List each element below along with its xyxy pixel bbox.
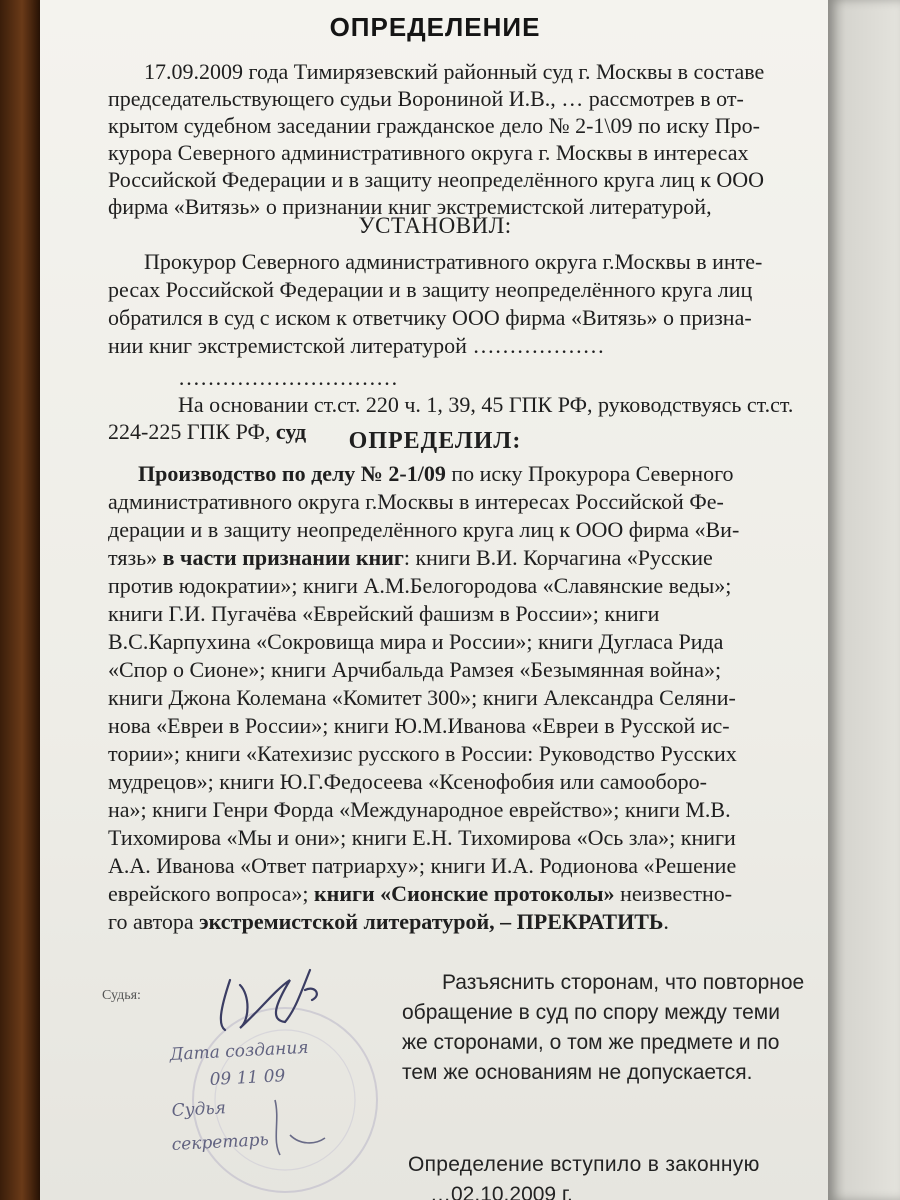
decided-line bbox=[108, 544, 713, 571]
desk-background bbox=[0, 0, 40, 1200]
decided-text: тязь» bbox=[108, 545, 158, 570]
decided-line: В.С.Карпухина «Сокровища мира и России»; книги Дугласа Рида bbox=[108, 629, 724, 654]
handwritten-note: 09 11 09 bbox=[209, 1066, 286, 1090]
decided-line: тории»; книги «Катехизис русского в России: Руководство Русских bbox=[108, 741, 737, 766]
intro-line: крытом судебном заседании гражданское дело № 2-1\09 по иску Про- bbox=[108, 113, 760, 138]
decided-line: против юдократии»; книги А.М.Белогородова «Славянские веды»; bbox=[108, 573, 732, 598]
decided-line: «Спор о Сионе»; книги Арчибальда Рамзея «Безымянная война»; bbox=[108, 657, 722, 682]
judge-signature-icon bbox=[221, 970, 317, 1030]
established-heading bbox=[40, 212, 830, 239]
established-line: На основании ст.ст. 220 ч. 1, 39, 45 ГПК РФ, руководствуясь ст.ст. bbox=[178, 392, 794, 417]
page-title: ОПРЕДЕЛЕНИЕ bbox=[329, 12, 541, 42]
explanation-line: тем же основаниям не допускается. bbox=[402, 1061, 753, 1084]
decided-heading bbox=[40, 428, 830, 455]
decided-text: го автора bbox=[108, 909, 194, 934]
established-line: Прокурор Северного административного округа г.Москвы в инте- bbox=[144, 249, 763, 274]
protocols-bold: книги «Сионские протоколы» bbox=[308, 881, 615, 906]
force-block bbox=[408, 1150, 788, 1200]
established-line: нии книг экстремистской литературой ……………… bbox=[108, 333, 605, 358]
decided-line: А.А. Иванова «Ответ патриарху»; книги И.А. Родионова «Решение bbox=[108, 853, 737, 878]
explanation-line: обращение в суд по спору между теми bbox=[402, 1001, 780, 1024]
decided-line: дерации и в защиту неопределённого круга лиц к ООО фирма «Ви- bbox=[108, 517, 740, 542]
established-line: обратился в суд с иском к ответчику ООО фирма «Витязь» о призна- bbox=[108, 305, 752, 330]
books-part-bold: в части признании книг bbox=[157, 545, 404, 570]
decided-text: еврейского вопроса»; bbox=[108, 881, 309, 906]
force-line: Определение вступило в законную bbox=[408, 1153, 760, 1176]
decided-line: на»; книги Генри Форда «Международное еврейство»; книги М.В. bbox=[108, 797, 731, 822]
decided-text: по иску Прокурора Северного bbox=[445, 461, 734, 486]
decided-line: Тихомирова «Мы и они»; книги Е.Н. Тихомирова «Ось зла»; книги bbox=[108, 825, 736, 850]
established-line: ………………………… bbox=[178, 365, 398, 390]
intro-line: фирма «Витязь» о признании книг экстремистской литературой, bbox=[108, 194, 712, 219]
decided-text: . bbox=[663, 909, 669, 934]
force-date-line: …02.10.2009 г. bbox=[430, 1183, 573, 1200]
decided-line: нова «Евреи в России»; книги Ю.М.Иванова «Евреи в Русской ис- bbox=[108, 713, 730, 738]
signature-stamp-area bbox=[100, 950, 400, 1200]
basis-tail: 224-225 ГПК РФ, bbox=[108, 419, 271, 444]
case-number-bold: Производство по делу № 2-1/09 bbox=[138, 461, 446, 486]
explanation-block bbox=[402, 968, 805, 1088]
handwritten-note: Судья bbox=[171, 1098, 227, 1121]
intro-line: 17.09.2009 года Тимирязевский районный суд г. Москвы в составе bbox=[144, 59, 765, 84]
handwritten-note: секретарь bbox=[171, 1129, 270, 1155]
decided-line: мудрецов»; книги Ю.Г.Федосеева «Ксенофобия или самооборо- bbox=[108, 769, 707, 794]
decided-line: книги Джона Колемана «Комитет 300»; книги Александра Селяни- bbox=[108, 685, 736, 710]
decided-line: административного округа г.Москвы в интересах Российской Фе- bbox=[108, 489, 724, 514]
handwritten-note: Дата создания bbox=[169, 1037, 310, 1065]
next-page-edge bbox=[828, 0, 900, 1200]
intro-line: председательствующего судьи Ворониной И.В., … рассмотрев в от- bbox=[108, 86, 744, 111]
intro-line: Российской Федерации и в защиту неопределённого круга лиц к ООО bbox=[108, 167, 765, 192]
decided-line bbox=[138, 460, 734, 487]
judge-label: Судья: bbox=[102, 988, 141, 1003]
intro-line: курора Северного административного округа г. Москвы в интересах bbox=[108, 140, 749, 165]
established-heading-text: УСТАНОВИЛ: bbox=[358, 213, 512, 238]
explanation-line: Разъяснить сторонам, что повторное bbox=[442, 971, 805, 994]
established-line: ресах Российской Федерации и в защиту неопределённого круга лиц bbox=[108, 277, 753, 302]
explanation-line: же сторонами, о том же предмете и по bbox=[402, 1031, 780, 1054]
terminate-bold: экстремистской литературой, – ПРЕКРАТИТЬ bbox=[193, 909, 664, 934]
decided-line bbox=[108, 908, 669, 935]
document-page bbox=[40, 0, 830, 1200]
decided-text: : книги В.И. Корчагина «Русские bbox=[403, 545, 713, 570]
basis-court: суд bbox=[275, 419, 307, 444]
decided-line: книги Г.И. Пугачёва «Еврейский фашизм в России»; книги bbox=[108, 601, 660, 626]
decided-line bbox=[108, 880, 732, 907]
decided-text: неизвестно- bbox=[614, 881, 733, 906]
decided-heading-text: ОПРЕДЕЛИЛ: bbox=[348, 428, 522, 454]
